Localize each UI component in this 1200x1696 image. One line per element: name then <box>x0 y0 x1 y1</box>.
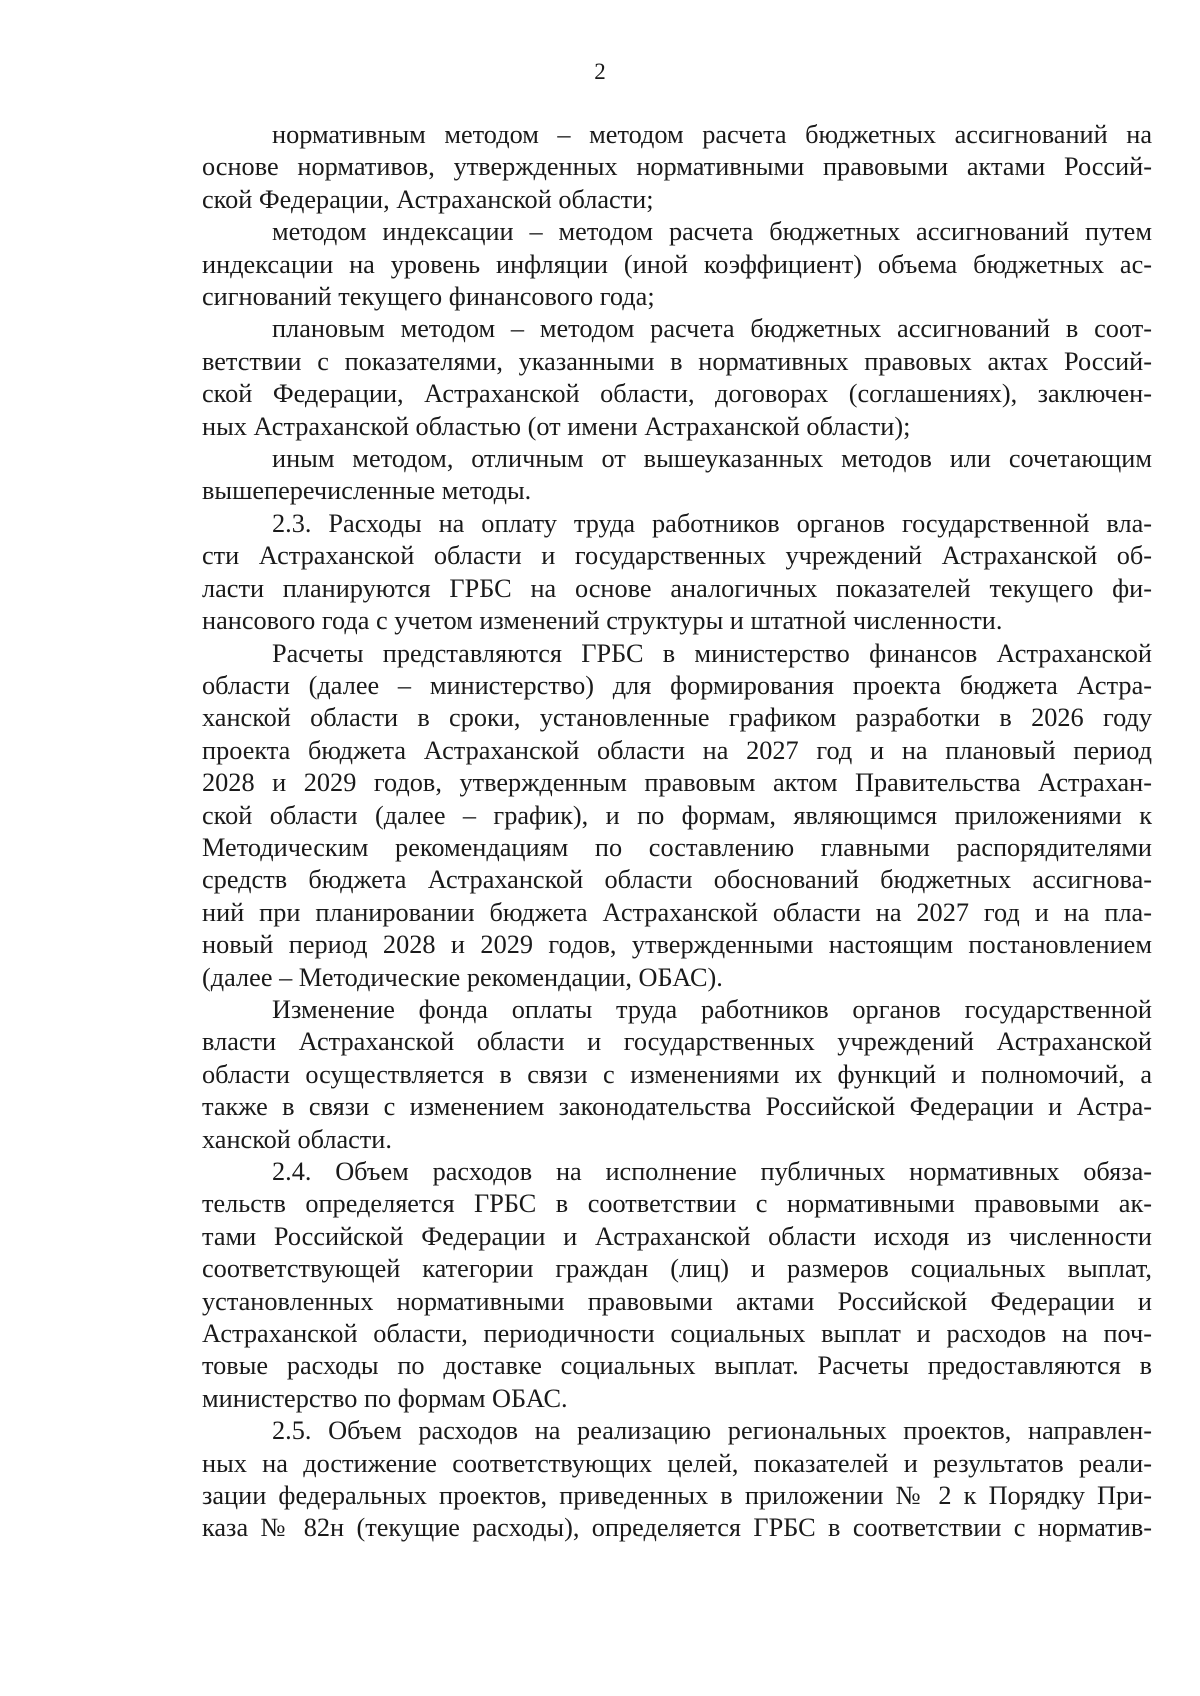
paragraph <box>202 443 1152 508</box>
text-line: нормативным методом – методом расчета бюджетных ассигнований на <box>272 120 1152 149</box>
paragraph <box>202 994 1152 1156</box>
document-body <box>202 119 1152 1545</box>
text-line: ской Федерации, Астраханской области, договорах (соглашениях), заключен- <box>202 379 1152 409</box>
text-line: тельств определяется ГРБС в соответствии с нормативными правовыми ак- <box>202 1189 1152 1219</box>
text-line: установленных нормативными правовыми актами Российской Федерации и <box>202 1286 1152 1316</box>
text-line: товые расходы по доставке социальных выплат. Расчеты предоставляются в <box>202 1351 1152 1381</box>
text-line: сти Астраханской области и государственных учреждений Астраханской об- <box>202 541 1152 571</box>
paragraph <box>202 119 1152 216</box>
text-line: 2.4. Объем расходов на исполнение публичных нормативных обяза- <box>272 1157 1152 1186</box>
paragraph <box>202 216 1152 313</box>
text-line: основе нормативов, утвержденных нормативными правовыми актами Россий- <box>202 152 1152 182</box>
paragraph <box>202 508 1152 638</box>
text-line: нансового года с учетом изменений структуры и штатной численности. <box>202 606 1003 636</box>
text-line: области осуществляется в связи с изменениями их функций и полномочий, а <box>202 1059 1152 1089</box>
text-line: соответствующей категории граждан (лиц) и размеров социальных выплат, <box>202 1254 1152 1284</box>
text-line: 2.3. Расходы на оплату труда работников органов государственной вла- <box>272 508 1152 538</box>
text-line: ской области (далее – график), и по формам, являющимся приложениями к <box>202 800 1152 830</box>
text-line: власти Астраханской области и государственных учреждений Астраханской <box>202 1027 1152 1057</box>
text-line: области (далее – министерство) для формирования проекта бюджета Астра- <box>202 670 1152 700</box>
text-line: плановым методом – методом расчета бюджетных ассигнований в соот- <box>272 314 1152 344</box>
text-line: ветствии с показателями, указанными в нормативных правовых актах Россий- <box>202 346 1152 376</box>
text-line: средств бюджета Астраханской области обоснований бюджетных ассигнова- <box>202 865 1152 895</box>
text-line: ханской области в сроки, установленные графиком разработки в 2026 году <box>202 703 1152 733</box>
text-line: методом индексации – методом расчета бюджетных ассигнований путем <box>272 217 1152 247</box>
text-line: Расчеты представляются ГРБС в министерство финансов Астраханской <box>272 638 1152 668</box>
text-line: Изменение фонда оплаты труда работников органов государственной <box>272 994 1152 1024</box>
text-line: ханской области. <box>202 1124 392 1154</box>
text-line: 2028 и 2029 годов, утвержденным правовым актом Правительства Астрахан- <box>202 768 1152 798</box>
text-line: Методическим рекомендациям по составлению главными распорядителями <box>202 832 1152 862</box>
text-line: каза № 82н (текущие расходы), определяется ГРБС в соответствии с норматив- <box>202 1513 1152 1543</box>
text-line: Астраханской области, периодичности социальных выплат и расходов на поч- <box>202 1319 1152 1349</box>
text-line: сигнований текущего финансового года; <box>202 282 655 312</box>
paragraph <box>202 1156 1152 1415</box>
text-line: ний при планировании бюджета Астраханской области на 2027 год и на пла- <box>202 897 1152 927</box>
text-line: 2.5. Объем расходов на реализацию региональных проектов, направлен- <box>272 1416 1152 1446</box>
page-number: 2 <box>594 59 606 84</box>
text-line: тами Российской Федерации и Астраханской области исходя из численности <box>202 1221 1152 1251</box>
text-line: индексации на уровень инфляции (иной коэффициент) объема бюджетных ас- <box>202 249 1152 279</box>
text-line: (далее – Методические рекомендации, ОБАС). <box>202 962 723 992</box>
paragraph <box>202 313 1152 443</box>
text-line: проекта бюджета Астраханской области на 2027 год и на плановый период <box>202 735 1152 765</box>
paragraph <box>202 1415 1152 1545</box>
text-line: ской Федерации, Астраханской области; <box>202 184 654 214</box>
text-line: ласти планируются ГРБС на основе аналогичных показателей текущего фи- <box>202 573 1152 603</box>
text-line: новый период 2028 и 2029 годов, утвержденными настоящим постановлением <box>202 930 1152 960</box>
text-line: ных на достижение соответствующих целей, показателей и результатов реали- <box>202 1448 1152 1478</box>
text-line: министерство по формам ОБАС. <box>202 1383 568 1413</box>
text-line: также в связи с изменением законодательства Российской Федерации и Астра- <box>202 1092 1152 1122</box>
text-line: вышеперечисленные методы. <box>202 476 532 506</box>
text-line: ных Астраханской областью (от имени Астраханской области); <box>202 411 911 441</box>
paragraph <box>202 638 1152 994</box>
text-line: иным методом, отличным от вышеуказанных методов или сочетающим <box>272 444 1152 474</box>
text-line: зации федеральных проектов, приведенных в приложении № 2 к Порядку При- <box>202 1481 1152 1511</box>
